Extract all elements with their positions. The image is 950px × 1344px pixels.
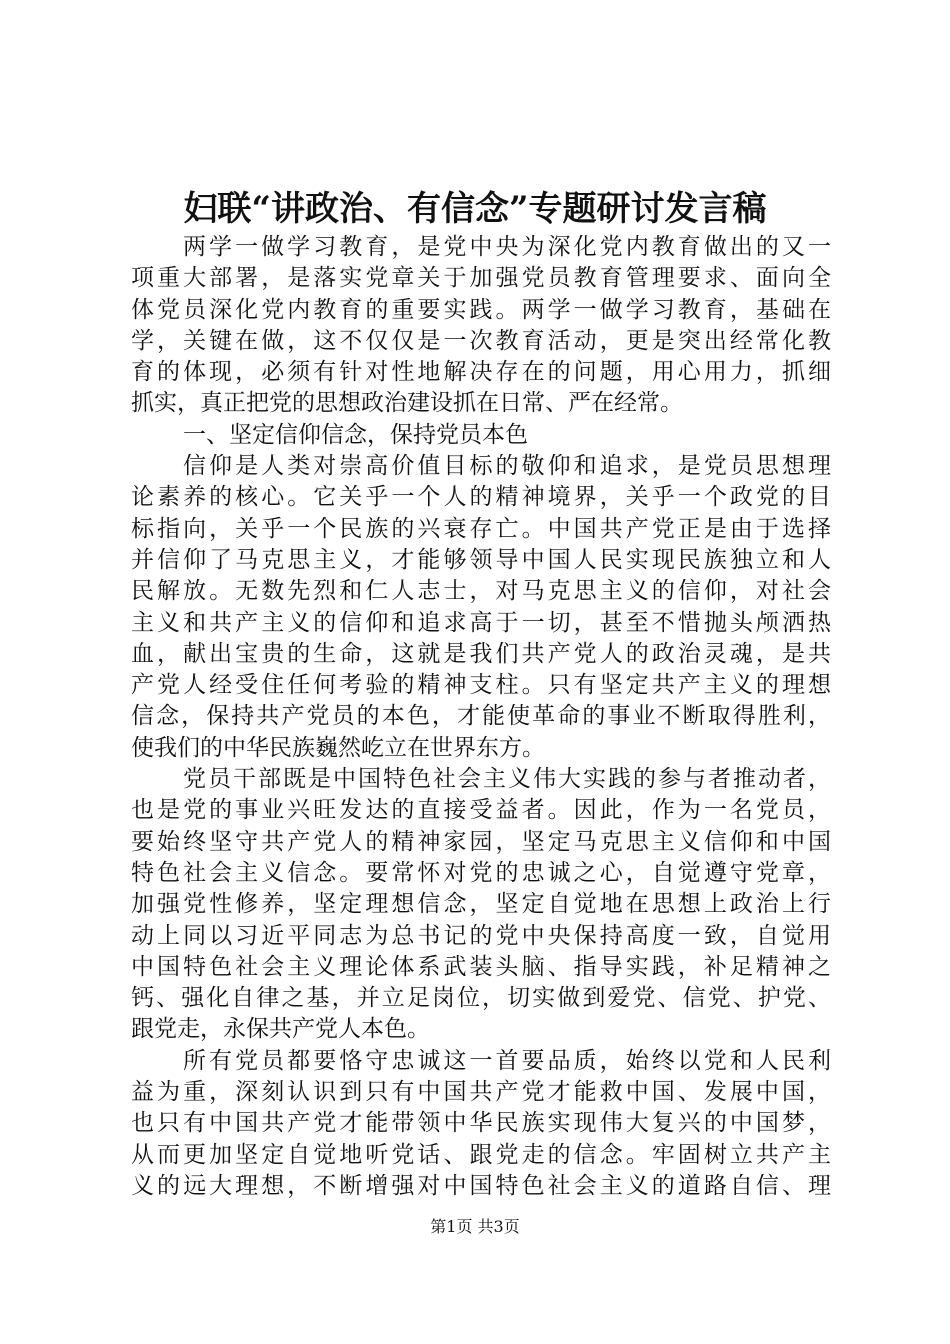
text-line: 两学一做学习教育，是党中央为深化党内教育做出的又一 bbox=[183, 234, 831, 260]
text-line: 钙、强化自律之基，并立足岗位，切实做到爱党、信党、护党、 bbox=[131, 985, 831, 1012]
text-line: 信念，保持共产党员的本色，才能使革命的事业不断取得胜利， bbox=[131, 703, 831, 730]
text-line: 血，献出宝贵的生命，这就是我们共产党人的政治灵魂，是共 bbox=[131, 640, 831, 667]
document-body bbox=[131, 232, 831, 1202]
text-line: 产党人经受住任何考验的精神支柱。只有坚定共产主义的理想 bbox=[131, 672, 831, 699]
text-line: 特色社会主义信念。要常怀对党的忠诚之心，自觉遵守党章， bbox=[131, 859, 831, 886]
page-number: 第1页 共3页 bbox=[430, 1217, 520, 1236]
text-line: 要始终坚守共产党人的精神家园，坚定马克思主义信仰和中国 bbox=[131, 828, 831, 855]
text-line: 民解放。无数先烈和仁人志士，对马克思主义的信仰，对社会 bbox=[131, 578, 831, 605]
text-line: 中国特色社会主义理论体系武装头脑、指导实践，补足精神之 bbox=[131, 953, 831, 980]
text-line: 益为重，深刻认识到只有中国共产党才能救中国、发展中国， bbox=[131, 1079, 831, 1106]
text-line: 学，关键在做，这不仅仅是一次教育活动，更是突出经常化教 bbox=[131, 327, 831, 354]
section-heading: 一、坚定信仰信念，保持党员本色 bbox=[183, 421, 528, 448]
text-line: 跟党走，永保共产党人本色。 bbox=[131, 1016, 430, 1043]
text-line: 党员干部既是中国特色社会主义伟大实践的参与者推动者， bbox=[183, 766, 831, 793]
text-line: 项重大部署，是落实党章关于加强党员教育管理要求、面向全 bbox=[131, 265, 831, 292]
document-title: 妇联“讲政治、有信念”专题研讨发言稿 bbox=[183, 189, 767, 229]
text-line: 育的体现，必须有针对性地解决存在的问题，用心用力，抓细 bbox=[131, 359, 831, 386]
text-line: 体党员深化党内教育的重要实践。两学一做学习教育，基础在 bbox=[131, 296, 831, 323]
text-line: 论素养的核心。它关乎一个人的精神境界，关乎一个政党的目 bbox=[131, 484, 831, 511]
text-line: 也只有中国共产党才能带领中华民族实现伟大复兴的中国梦， bbox=[131, 1110, 831, 1137]
text-line: 从而更加坚定自觉地听党话、跟党走的信念。牢固树立共产主 bbox=[131, 1141, 831, 1168]
text-line: 标指向，关乎一个民族的兴衰存亡。中国共产党正是由于选择 bbox=[131, 515, 831, 542]
text-line: 动上同以习近平同志为总书记的党中央保持高度一致，自觉用 bbox=[131, 922, 831, 949]
text-line: 主义和共产主义的信仰和追求高于一切，甚至不惜抛头颅洒热 bbox=[131, 609, 831, 636]
text-line: 所有党员都要恪守忠诚这一首要品质，始终以党和人民利 bbox=[183, 1047, 831, 1074]
text-line: 也是党的事业兴旺发达的直接受益者。因此，作为一名党员， bbox=[131, 797, 831, 824]
text-line: 使我们的中华民族巍然屹立在世界东方。 bbox=[131, 734, 545, 761]
text-line: 并信仰了马克思主义，才能够领导中国人民实现民族独立和人 bbox=[131, 546, 831, 573]
text-line: 信仰是人类对崇高价值目标的敬仰和追求，是党员思想理 bbox=[183, 453, 831, 480]
text-line: 义的远大理想，不断增强对中国特色社会主义的道路自信、理 bbox=[131, 1172, 831, 1199]
text-line: 加强党性修养，坚定理想信念，坚定自觉地在思想上政治上行 bbox=[131, 891, 831, 918]
text-line: 抓实，真正把党的思想政治建设抓在日常、严在经常。 bbox=[131, 390, 683, 417]
